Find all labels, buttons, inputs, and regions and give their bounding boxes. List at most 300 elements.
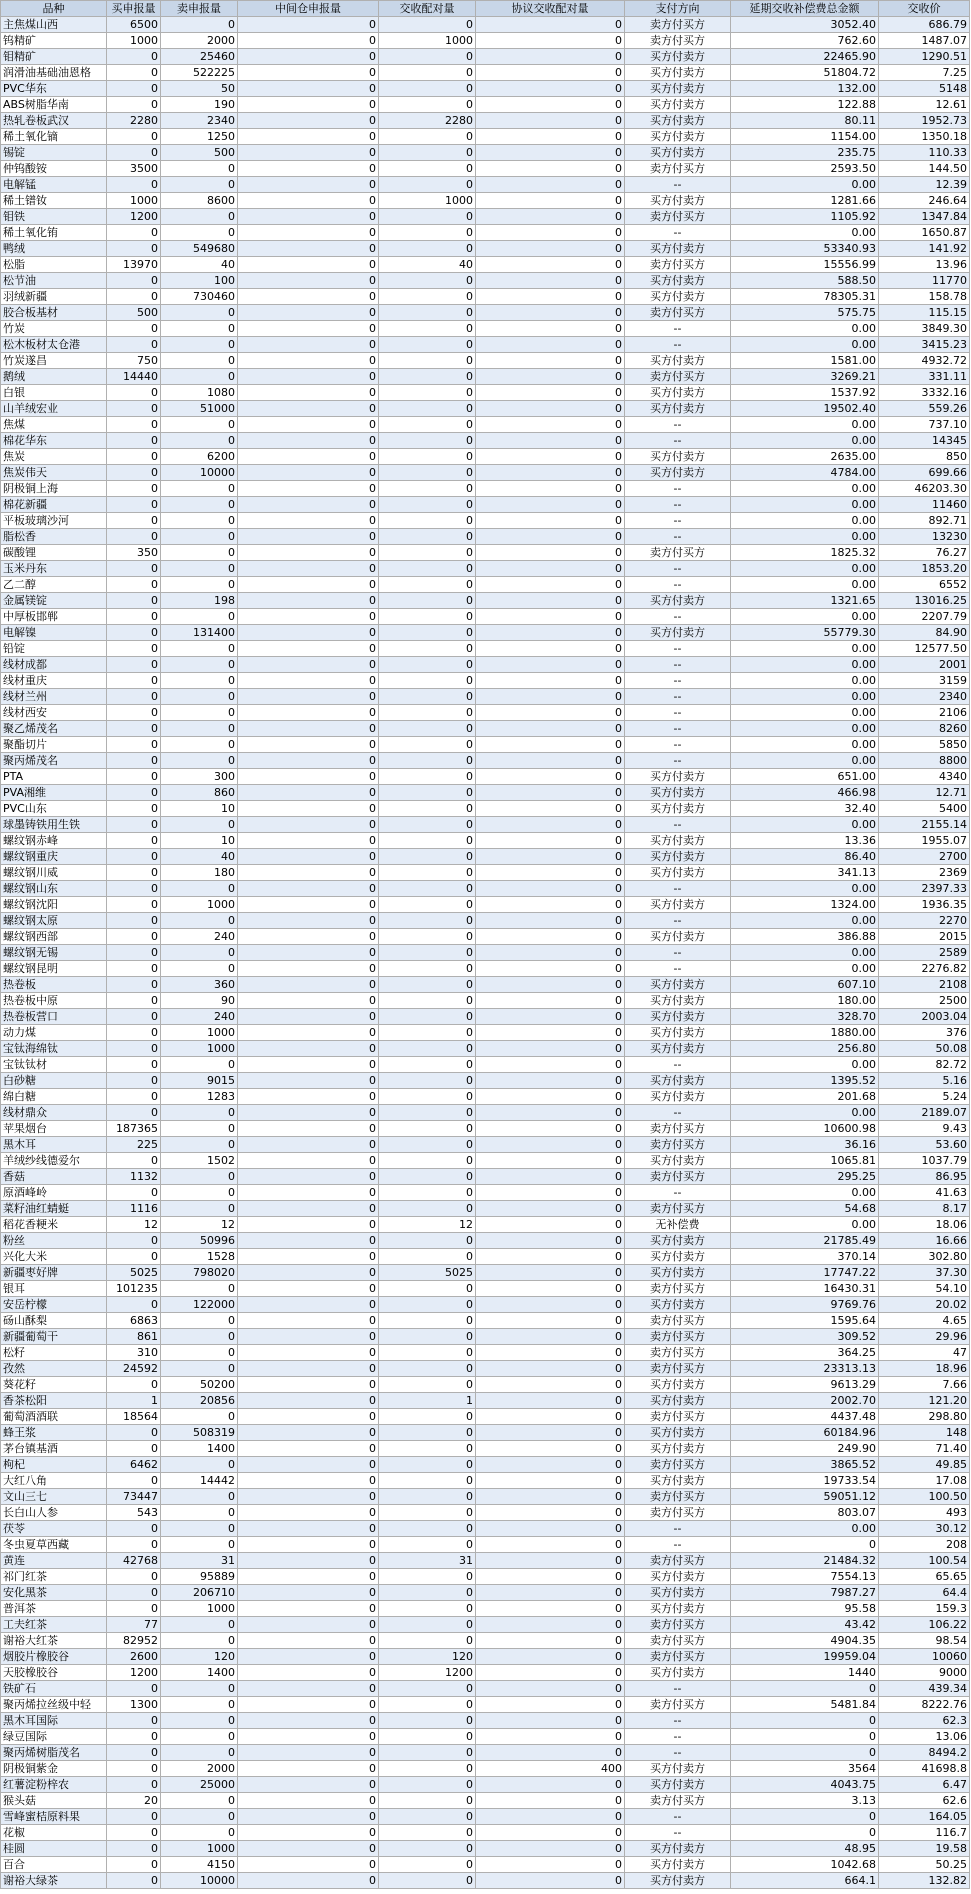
matched-qty-cell: 0 [379,273,476,289]
table-row [1,1601,970,1617]
table-row [1,401,970,417]
table-row [1,1041,970,1057]
matched-qty-cell: 0 [379,1841,476,1857]
delivery-price-cell: 850 [879,449,970,465]
delivery-price-cell: 4.65 [879,1313,970,1329]
agreement-matched-cell: 0 [476,1265,625,1281]
payment-direction-cell: 买方付卖方 [625,1009,731,1025]
agreement-matched-cell: 0 [476,305,625,321]
deferred-compensation-cell: 0.00 [731,417,879,433]
agreement-matched-cell: 0 [476,449,625,465]
agreement-matched-cell: 0 [476,129,625,145]
deferred-compensation-cell: 1395.52 [731,1073,879,1089]
deferred-compensation-cell: 1042.68 [731,1857,879,1873]
sell-declared-cell: 100 [161,273,238,289]
variety-cell: 孜然 [1,1361,107,1377]
matched-qty-cell: 12 [379,1217,476,1233]
matched-qty-cell: 5025 [379,1265,476,1281]
matched-qty-cell: 0 [379,1521,476,1537]
delivery-price-cell: 47 [879,1345,970,1361]
buy-declared-cell: 13970 [107,257,161,273]
agreement-matched-cell: 0 [476,625,625,641]
payment-direction-cell: -- [625,689,731,705]
buy-declared-cell: 0 [107,561,161,577]
deferred-compensation-cell: 0 [731,1681,879,1697]
variety-cell: 线材成都 [1,657,107,673]
payment-direction-cell: -- [625,1537,731,1553]
agreement-matched-cell: 0 [476,17,625,33]
table-row [1,1057,970,1073]
delivery-price-cell: 29.96 [879,1329,970,1345]
agreement-matched-cell: 0 [476,609,625,625]
buy-declared-cell: 0 [107,497,161,513]
deferred-compensation-cell: 309.52 [731,1329,879,1345]
sell-declared-cell: 1400 [161,1441,238,1457]
header-payment-direction: 支付方向 [625,1,731,17]
table-row [1,1537,970,1553]
payment-direction-cell: 买方付卖方 [625,1089,731,1105]
intermediate-declared-cell: 0 [238,1489,379,1505]
table-row [1,497,970,513]
payment-direction-cell: 买方付卖方 [625,849,731,865]
buy-declared-cell: 0 [107,1585,161,1601]
payment-direction-cell: 买方付卖方 [625,353,731,369]
table-row [1,1825,970,1841]
delivery-price-cell: 86.95 [879,1169,970,1185]
buy-declared-cell: 0 [107,1249,161,1265]
delivery-price-cell: 331.11 [879,369,970,385]
delivery-price-cell: 3332.16 [879,385,970,401]
payment-direction-cell: -- [625,913,731,929]
deferred-compensation-cell: 256.80 [731,1041,879,1057]
matched-qty-cell: 0 [379,513,476,529]
table-row [1,305,970,321]
deferred-compensation-cell: 0.00 [731,513,879,529]
table-row [1,385,970,401]
payment-direction-cell: 买方付卖方 [625,241,731,257]
sell-declared-cell: 1250 [161,129,238,145]
delivery-price-cell: 559.26 [879,401,970,417]
agreement-matched-cell: 0 [476,705,625,721]
intermediate-declared-cell: 0 [238,209,379,225]
variety-cell: 脂松香 [1,529,107,545]
intermediate-declared-cell: 0 [238,1073,379,1089]
buy-declared-cell: 225 [107,1137,161,1153]
payment-direction-cell: -- [625,1057,731,1073]
table-row [1,1233,970,1249]
variety-cell: 稀土镨钕 [1,193,107,209]
variety-cell: 钨精矿 [1,33,107,49]
intermediate-declared-cell: 0 [238,1457,379,1473]
deferred-compensation-cell: 0.00 [731,737,879,753]
sell-declared-cell: 0 [161,1105,238,1121]
payment-direction-cell: -- [625,321,731,337]
agreement-matched-cell: 0 [476,193,625,209]
sell-declared-cell: 0 [161,881,238,897]
intermediate-declared-cell: 0 [238,1553,379,1569]
buy-declared-cell: 0 [107,1841,161,1857]
table-row [1,657,970,673]
agreement-matched-cell: 0 [476,1089,625,1105]
buy-declared-cell: 0 [107,689,161,705]
table-row [1,129,970,145]
deferred-compensation-cell: 17747.22 [731,1265,879,1281]
agreement-matched-cell: 0 [476,961,625,977]
payment-direction-cell: -- [625,529,731,545]
buy-declared-cell: 0 [107,945,161,961]
delivery-price-cell: 5850 [879,737,970,753]
delivery-price-cell: 10060 [879,1649,970,1665]
intermediate-declared-cell: 0 [238,1009,379,1025]
sell-declared-cell: 0 [161,1681,238,1697]
matched-qty-cell: 0 [379,1537,476,1553]
matched-qty-cell: 0 [379,1057,476,1073]
sell-declared-cell: 0 [161,657,238,673]
matched-qty-cell: 0 [379,865,476,881]
sell-declared-cell: 0 [161,561,238,577]
deferred-compensation-cell: 1105.92 [731,209,879,225]
deferred-compensation-cell: 2002.70 [731,1393,879,1409]
payment-direction-cell: 买方付卖方 [625,929,731,945]
agreement-matched-cell: 0 [476,417,625,433]
matched-qty-cell: 0 [379,1073,476,1089]
sell-declared-cell: 0 [161,913,238,929]
variety-cell: 葵花籽 [1,1377,107,1393]
matched-qty-cell: 0 [379,1697,476,1713]
buy-declared-cell: 42768 [107,1553,161,1569]
sell-declared-cell: 1000 [161,1041,238,1057]
agreement-matched-cell: 0 [476,33,625,49]
delivery-price-cell: 12.61 [879,97,970,113]
delivery-price-cell: 158.78 [879,289,970,305]
payment-direction-cell: 卖方付买方 [625,209,731,225]
payment-direction-cell: 买方付卖方 [625,1473,731,1489]
matched-qty-cell: 0 [379,449,476,465]
variety-cell: 鸭绒 [1,241,107,257]
payment-direction-cell: 卖方付买方 [625,161,731,177]
sell-declared-cell: 2000 [161,33,238,49]
payment-direction-cell: 买方付卖方 [625,993,731,1009]
sell-declared-cell: 0 [161,1201,238,1217]
buy-declared-cell: 20 [107,1793,161,1809]
matched-qty-cell: 0 [379,289,476,305]
sell-declared-cell: 2000 [161,1761,238,1777]
variety-cell: 聚丙烯茂名 [1,753,107,769]
intermediate-declared-cell: 0 [238,513,379,529]
intermediate-declared-cell: 0 [238,1265,379,1281]
matched-qty-cell: 0 [379,1249,476,1265]
delivery-price-cell: 8.17 [879,1201,970,1217]
payment-direction-cell: -- [625,1729,731,1745]
intermediate-declared-cell: 0 [238,1281,379,1297]
variety-cell: 茅台镇基酒 [1,1441,107,1457]
delivery-price-cell: 737.10 [879,417,970,433]
deferred-compensation-cell: 2593.50 [731,161,879,177]
variety-cell: 烟胶片橡胶谷 [1,1649,107,1665]
payment-direction-cell: 买方付卖方 [625,1233,731,1249]
matched-qty-cell: 0 [379,801,476,817]
buy-declared-cell: 0 [107,385,161,401]
buy-declared-cell: 6863 [107,1313,161,1329]
delivery-price-cell: 2340 [879,689,970,705]
agreement-matched-cell: 0 [476,1601,625,1617]
payment-direction-cell: -- [625,881,731,897]
buy-declared-cell: 24592 [107,1361,161,1377]
intermediate-declared-cell: 0 [238,1665,379,1681]
variety-cell: 聚乙烯茂名 [1,721,107,737]
agreement-matched-cell: 0 [476,1121,625,1137]
sell-declared-cell: 0 [161,1793,238,1809]
payment-direction-cell: 卖方付买方 [625,1489,731,1505]
table-row [1,993,970,1009]
intermediate-declared-cell: 0 [238,1025,379,1041]
delivery-price-cell: 159.3 [879,1601,970,1617]
matched-qty-cell: 0 [379,1169,476,1185]
deferred-compensation-cell: 0.00 [731,753,879,769]
variety-cell: 黄连 [1,1553,107,1569]
agreement-matched-cell: 0 [476,1105,625,1121]
variety-cell: 主焦煤山西 [1,17,107,33]
deferred-compensation-cell: 36.16 [731,1137,879,1153]
table-row [1,145,970,161]
variety-cell: 大红八角 [1,1473,107,1489]
matched-qty-cell: 0 [379,689,476,705]
matched-qty-cell: 1000 [379,33,476,49]
sell-declared-cell: 0 [161,753,238,769]
matched-qty-cell: 0 [379,1809,476,1825]
payment-direction-cell: 无补偿费 [625,1217,731,1233]
table-row [1,177,970,193]
matched-qty-cell: 0 [379,81,476,97]
intermediate-declared-cell: 0 [238,369,379,385]
delivery-price-cell: 37.30 [879,1265,970,1281]
table-row [1,1169,970,1185]
deferred-compensation-cell: 0.00 [731,1057,879,1073]
payment-direction-cell: 买方付卖方 [625,801,731,817]
deferred-compensation-cell: 48.95 [731,1841,879,1857]
deferred-compensation-cell: 3564 [731,1761,879,1777]
payment-direction-cell: 买方付卖方 [625,593,731,609]
agreement-matched-cell: 0 [476,369,625,385]
buy-declared-cell: 0 [107,177,161,193]
matched-qty-cell: 0 [379,833,476,849]
delivery-price-cell: 2397.33 [879,881,970,897]
variety-cell: 润滑油基础油恩格 [1,65,107,81]
delivery-price-cell: 2369 [879,865,970,881]
buy-declared-cell: 861 [107,1329,161,1345]
delivery-price-cell: 11770 [879,273,970,289]
intermediate-declared-cell: 0 [238,1329,379,1345]
deferred-compensation-cell: 803.07 [731,1505,879,1521]
delivery-price-cell: 1290.51 [879,49,970,65]
payment-direction-cell: 买方付卖方 [625,1425,731,1441]
table-row [1,1425,970,1441]
delivery-price-cell: 164.05 [879,1809,970,1825]
buy-declared-cell: 0 [107,625,161,641]
payment-direction-cell: 买方付卖方 [625,1265,731,1281]
agreement-matched-cell: 0 [476,1137,625,1153]
agreement-matched-cell: 0 [476,1073,625,1089]
matched-qty-cell: 0 [379,1457,476,1473]
payment-direction-cell: 买方付卖方 [625,65,731,81]
sell-declared-cell: 0 [161,529,238,545]
table-row [1,449,970,465]
buy-declared-cell: 0 [107,609,161,625]
intermediate-declared-cell: 0 [238,1521,379,1537]
buy-declared-cell: 0 [107,417,161,433]
table-row [1,1713,970,1729]
payment-direction-cell: 买方付卖方 [625,401,731,417]
buy-declared-cell: 0 [107,1297,161,1313]
table-row [1,1153,970,1169]
matched-qty-cell: 0 [379,1425,476,1441]
intermediate-declared-cell: 0 [238,785,379,801]
agreement-matched-cell: 0 [476,177,625,193]
matched-qty-cell: 0 [379,129,476,145]
sell-declared-cell: 240 [161,1009,238,1025]
payment-direction-cell: 卖方付买方 [625,1553,731,1569]
payment-direction-cell: -- [625,1185,731,1201]
delivery-price-cell: 892.71 [879,513,970,529]
agreement-matched-cell: 0 [476,337,625,353]
agreement-matched-cell: 0 [476,113,625,129]
matched-qty-cell: 0 [379,337,476,353]
deferred-compensation-cell: 23313.13 [731,1361,879,1377]
agreement-matched-cell: 0 [476,1553,625,1569]
matched-qty-cell: 0 [379,1601,476,1617]
variety-cell: 螺纹钢昆明 [1,961,107,977]
deferred-compensation-cell: 0.00 [731,481,879,497]
delivery-price-cell: 4932.72 [879,353,970,369]
sell-declared-cell: 0 [161,1169,238,1185]
agreement-matched-cell: 0 [476,1617,625,1633]
intermediate-declared-cell: 0 [238,449,379,465]
agreement-matched-cell: 0 [476,1041,625,1057]
deferred-compensation-cell: 0.00 [731,1521,879,1537]
deferred-compensation-cell: 341.13 [731,865,879,881]
agreement-matched-cell: 0 [476,385,625,401]
buy-declared-cell: 0 [107,65,161,81]
sell-declared-cell: 0 [161,721,238,737]
deferred-compensation-cell: 78305.31 [731,289,879,305]
header-agreement-matched-qty: 协议交收配对量 [476,1,625,17]
variety-cell: 竹炭遂昌 [1,353,107,369]
sell-declared-cell: 9015 [161,1073,238,1089]
agreement-matched-cell: 0 [476,353,625,369]
intermediate-declared-cell: 0 [238,97,379,113]
intermediate-declared-cell: 0 [238,833,379,849]
variety-cell: 猴头菇 [1,1793,107,1809]
payment-direction-cell: 买方付卖方 [625,1073,731,1089]
intermediate-declared-cell: 0 [238,705,379,721]
deferred-compensation-cell: 386.88 [731,929,879,945]
buy-declared-cell: 0 [107,401,161,417]
variety-cell: 棉花华东 [1,433,107,449]
sell-declared-cell: 8600 [161,193,238,209]
deferred-compensation-cell: 0 [731,1729,879,1745]
table-row [1,1761,970,1777]
variety-cell: 焦煤 [1,417,107,433]
delivery-price-cell: 2003.04 [879,1009,970,1025]
payment-direction-cell: -- [625,1105,731,1121]
payment-direction-cell: 卖方付买方 [625,1281,731,1297]
table-row [1,961,970,977]
sell-declared-cell: 198 [161,593,238,609]
deferred-compensation-cell: 762.60 [731,33,879,49]
delivery-price-cell: 2207.79 [879,609,970,625]
delivery-price-cell: 18.06 [879,1217,970,1233]
deferred-compensation-cell: 1324.00 [731,897,879,913]
matched-qty-cell: 0 [379,961,476,977]
agreement-matched-cell: 0 [476,497,625,513]
variety-cell: 桂圆 [1,1841,107,1857]
agreement-matched-cell: 0 [476,929,625,945]
delivery-price-cell: 5.16 [879,1073,970,1089]
table-row [1,1585,970,1601]
deferred-compensation-cell: 1065.81 [731,1153,879,1169]
agreement-matched-cell: 0 [476,1633,625,1649]
buy-declared-cell: 73447 [107,1489,161,1505]
agreement-matched-cell: 0 [476,161,625,177]
sell-declared-cell: 190 [161,97,238,113]
table-row [1,721,970,737]
intermediate-declared-cell: 0 [238,1345,379,1361]
deferred-compensation-cell: 43.42 [731,1617,879,1633]
intermediate-declared-cell: 0 [238,1409,379,1425]
sell-declared-cell: 0 [161,1745,238,1761]
matched-qty-cell: 0 [379,593,476,609]
payment-direction-cell: 卖方付买方 [625,1169,731,1185]
payment-direction-cell: -- [625,657,731,673]
deferred-compensation-cell: 19733.54 [731,1473,879,1489]
table-row [1,1393,970,1409]
sell-declared-cell: 0 [161,817,238,833]
variety-cell: 新疆枣好牌 [1,1265,107,1281]
table-row [1,1473,970,1489]
sell-declared-cell: 0 [161,1729,238,1745]
deferred-compensation-cell: 1537.92 [731,385,879,401]
matched-qty-cell: 0 [379,673,476,689]
sell-declared-cell: 0 [161,1505,238,1521]
variety-cell: PTA [1,769,107,785]
matched-qty-cell: 0 [379,65,476,81]
variety-cell: 阴极铜上海 [1,481,107,497]
sell-declared-cell: 0 [161,369,238,385]
deferred-compensation-cell: 86.40 [731,849,879,865]
deferred-compensation-cell: 607.10 [731,977,879,993]
matched-qty-cell: 0 [379,1681,476,1697]
sell-declared-cell: 0 [161,225,238,241]
buy-declared-cell: 0 [107,97,161,113]
variety-cell: 螺纹钢无锡 [1,945,107,961]
delivery-price-cell: 5.24 [879,1089,970,1105]
intermediate-declared-cell: 0 [238,1441,379,1457]
intermediate-declared-cell: 0 [238,1185,379,1201]
variety-cell: 谢裕大绿茶 [1,1873,107,1889]
delivery-price-cell: 65.65 [879,1569,970,1585]
agreement-matched-cell: 0 [476,593,625,609]
table-row [1,881,970,897]
table-row [1,1121,970,1137]
matched-qty-cell: 0 [379,1137,476,1153]
intermediate-declared-cell: 0 [238,1617,379,1633]
sell-declared-cell: 131400 [161,625,238,641]
variety-cell: 热轧卷板武汉 [1,113,107,129]
table-row [1,1377,970,1393]
sell-declared-cell: 0 [161,689,238,705]
header-matched-qty: 交收配对量 [379,1,476,17]
delivery-price-cell: 1955.07 [879,833,970,849]
